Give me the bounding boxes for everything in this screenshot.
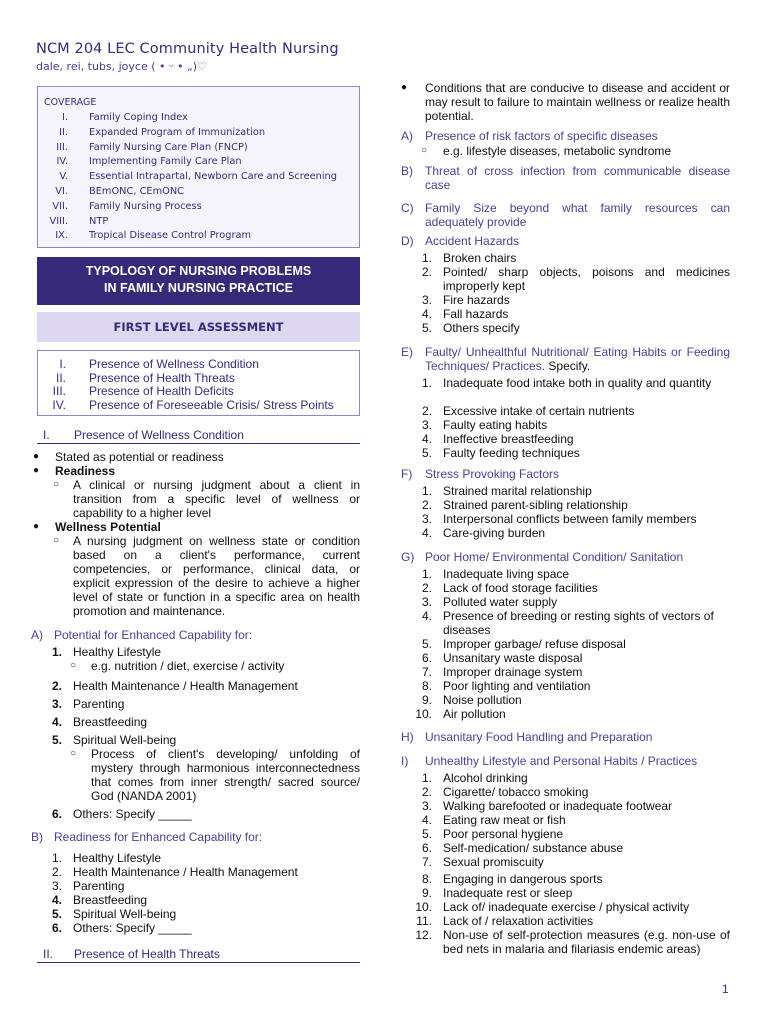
list-item: Eating raw meat or fish bbox=[443, 813, 566, 827]
coverage-item bbox=[44, 200, 359, 215]
list-item: Broken chairs bbox=[443, 251, 517, 265]
list-item: Unsanitary waste disposal bbox=[443, 651, 583, 665]
list-number: 8. bbox=[421, 679, 432, 693]
list-number: 4. bbox=[421, 813, 432, 827]
bullet-icon: ● bbox=[33, 451, 40, 462]
list-item: Ineffective breastfeeding bbox=[443, 432, 574, 446]
list-number: 2. bbox=[421, 581, 432, 595]
list-item: Strained marital relationship bbox=[443, 484, 592, 498]
list-number: 9. bbox=[421, 886, 432, 900]
list-item: Faulty feeding techniques bbox=[443, 446, 580, 460]
list-item: Others specify bbox=[443, 321, 520, 335]
list-number: 9. bbox=[421, 693, 432, 707]
subsection-title: Threat of cross infection from communicable disease case bbox=[425, 164, 730, 192]
list-number: 3. bbox=[421, 799, 432, 813]
level-item-number: II. bbox=[55, 370, 66, 385]
coverage-item-label: BEmONC, CEmONC bbox=[89, 185, 185, 197]
definition-text: A clinical or nursing judgment about a client in transition from a specific level of wellness or capability to a higher level bbox=[73, 478, 360, 520]
level-item bbox=[38, 357, 359, 371]
subsection-title: Unhealthy Lifestyle and Personal Habits / Practices bbox=[425, 754, 698, 768]
list-number: 4. bbox=[421, 307, 432, 321]
bullet-text: Wellness Potential bbox=[55, 520, 161, 534]
subsection-label: B) bbox=[401, 164, 413, 178]
level-item-number: IV. bbox=[52, 397, 66, 412]
list-item: Poor lighting and ventilation bbox=[443, 679, 591, 693]
coverage-item bbox=[44, 141, 359, 156]
subsection-label: H) bbox=[401, 730, 414, 744]
bullet-text: Stated as potential or readiness bbox=[55, 450, 224, 464]
list-number: 2. bbox=[421, 785, 432, 799]
subsection-label: A) bbox=[401, 129, 413, 143]
coverage-item-label: Family Nursing Process bbox=[89, 200, 202, 212]
list-item: Healthy Lifestyle bbox=[73, 851, 162, 865]
list-number: 10. bbox=[415, 900, 432, 914]
list-item: Breastfeeding bbox=[73, 893, 148, 907]
list-number: 1. bbox=[421, 567, 432, 581]
list-item: Fall hazards bbox=[443, 307, 509, 321]
list-number: 4. bbox=[421, 609, 432, 623]
bullet-icon: ● bbox=[401, 82, 408, 93]
list-item: Strained parent-sibling relationship bbox=[443, 498, 628, 512]
list-item: Interpersonal conflicts between family members bbox=[443, 512, 697, 526]
levels-box bbox=[37, 350, 360, 416]
level-item-label: Presence of Health Threats bbox=[89, 370, 235, 385]
list-item: Lack of food storage facilities bbox=[443, 581, 598, 595]
coverage-item-number: II. bbox=[59, 126, 68, 138]
typology-line-2: IN FAMILY NURSING PRACTICE bbox=[104, 281, 293, 295]
list-number: 3. bbox=[421, 512, 432, 526]
list-item: Parenting bbox=[73, 879, 125, 893]
coverage-item-number: III. bbox=[56, 141, 68, 153]
page-number: 1 bbox=[722, 982, 729, 996]
list-number: 7. bbox=[421, 665, 432, 679]
list-item: Sexual promiscuity bbox=[443, 855, 544, 869]
subsection-label: E) bbox=[401, 345, 413, 359]
list-number: 5. bbox=[51, 733, 62, 747]
coverage-item-number: IX. bbox=[55, 230, 68, 242]
coverage-title: COVERAGE bbox=[44, 97, 97, 108]
subsection-title: Faulty/ Unhealthful Nutritional/ Eating Habits or Feeding Techniques/ Practices. bbox=[425, 345, 730, 373]
level-item bbox=[38, 371, 359, 385]
list-number: 5. bbox=[421, 637, 432, 651]
bullet-text: Readiness bbox=[55, 464, 116, 478]
list-item: Cigarette/ tobacco smoking bbox=[443, 785, 589, 799]
coverage-item bbox=[44, 111, 359, 126]
typology-line-1: TYPOLOGY OF NURSING PROBLEMS bbox=[85, 264, 312, 278]
coverage-item bbox=[44, 229, 359, 244]
subsection-label: G) bbox=[401, 550, 415, 564]
list-number: 4. bbox=[421, 526, 432, 540]
circle-bullet-icon: ○ bbox=[70, 748, 77, 759]
list-number: 5. bbox=[421, 446, 432, 460]
section-heading-health-threats bbox=[37, 945, 360, 963]
list-number: 10. bbox=[415, 707, 432, 721]
section-title: Presence of Health Threats bbox=[74, 947, 220, 961]
list-item: Parenting bbox=[73, 697, 125, 711]
section-number: II. bbox=[43, 947, 54, 961]
list-number: 1. bbox=[421, 771, 432, 785]
list-item: Improper drainage system bbox=[443, 665, 583, 679]
list-number: 3. bbox=[421, 595, 432, 609]
list-number: 1. bbox=[421, 376, 432, 390]
list-item-detail: e.g. nutrition / diet, exercise / activity bbox=[91, 659, 285, 673]
coverage-item-label: Family Coping Index bbox=[89, 112, 188, 123]
section-heading-wellness bbox=[37, 426, 360, 444]
circle-bullet-icon: ○ bbox=[53, 479, 60, 490]
document-title: NCM 204 LEC Community Health Nursing bbox=[36, 41, 339, 57]
list-item: Breastfeeding bbox=[73, 715, 148, 729]
level-item bbox=[38, 398, 359, 412]
circle-bullet-icon: ○ bbox=[70, 660, 77, 671]
list-item: Inadequate living space bbox=[443, 567, 570, 581]
subsection-title: Potential for Enhanced Capability for: bbox=[54, 628, 253, 642]
subsection-title: Family Size beyond what family resources can adequately provide bbox=[425, 201, 730, 229]
coverage-item bbox=[44, 185, 359, 200]
subsection-label: D) bbox=[401, 234, 414, 248]
list-item: Noise pollution bbox=[443, 693, 522, 707]
coverage-item-number: VI. bbox=[55, 185, 68, 197]
section-number: I. bbox=[43, 428, 50, 442]
list-item: Alcohol drinking bbox=[443, 771, 528, 785]
list-number: 3. bbox=[421, 418, 432, 432]
bullet-icon: ● bbox=[33, 465, 40, 476]
subsection-label: F) bbox=[401, 467, 413, 481]
list-number: 5. bbox=[421, 321, 432, 335]
subsection-title: Readiness for Enhanced Capability for: bbox=[54, 830, 263, 844]
list-item: Inadequate rest or sleep bbox=[443, 886, 573, 900]
list-number: 6. bbox=[51, 807, 62, 821]
level-item bbox=[38, 384, 359, 398]
list-number: 1. bbox=[51, 851, 62, 865]
coverage-box bbox=[37, 86, 360, 248]
list-item: Inadequate food intake both in quality and quantity bbox=[443, 376, 712, 390]
list-number: 6. bbox=[421, 841, 432, 855]
list-item: Spiritual Well-being bbox=[73, 733, 177, 747]
level-item-number: I. bbox=[59, 357, 66, 371]
list-item: Spiritual Well-being bbox=[73, 907, 177, 921]
list-item: Walking barefooted or inadequate footwear bbox=[443, 799, 673, 813]
list-item: Lack of / relaxation activities bbox=[443, 914, 594, 928]
list-item: Polluted water supply bbox=[443, 595, 558, 609]
subsection-title: Unsanitary Food Handling and Preparation bbox=[425, 730, 653, 744]
list-number: 6. bbox=[51, 921, 62, 935]
list-number: 1. bbox=[421, 251, 432, 265]
coverage-item-label: Expanded Program of Immunization bbox=[89, 126, 266, 138]
subsection-label: B) bbox=[31, 830, 43, 844]
coverage-item-label: Essential Intrapartal, Newborn Care and Screening bbox=[89, 171, 337, 183]
list-item: Air pollution bbox=[443, 707, 506, 721]
coverage-item-number: V. bbox=[59, 171, 68, 183]
list-item: Healthy Lifestyle bbox=[73, 645, 162, 659]
list-number: 6. bbox=[421, 651, 432, 665]
level-item-label: Presence of Wellness Condition bbox=[89, 357, 259, 371]
list-item-detail: e.g. lifestyle diseases, metabolic syndrome bbox=[443, 144, 672, 158]
coverage-item bbox=[44, 126, 359, 141]
list-item: Improper garbage/ refuse disposal bbox=[443, 637, 626, 651]
level-item-label: Presence of Foreseeable Crisis/ Stress Points bbox=[89, 397, 334, 412]
subsection-title-block bbox=[425, 345, 730, 373]
coverage-item-number: IV. bbox=[56, 156, 68, 168]
list-number: 2. bbox=[421, 404, 432, 418]
list-number: 3. bbox=[51, 697, 62, 711]
list-item: Self-medication/ substance abuse bbox=[443, 841, 624, 855]
list-number: 7. bbox=[421, 855, 432, 869]
subsection-title: Poor Home/ Environmental Condition/ Sanitation bbox=[425, 550, 684, 564]
document-authors: dale, rei, tubs, joyce ( • ᵕ • „)♡ bbox=[36, 60, 207, 73]
level-item-label: Presence of Health Deficits bbox=[89, 384, 234, 398]
list-item: Others: Specify _____ bbox=[73, 921, 192, 935]
bullet-icon: ● bbox=[33, 521, 40, 532]
coverage-item bbox=[44, 155, 359, 170]
definition-text: A nursing judgment on wellness state or condition based on a client's performance, current competencies, or performance, clinical data, or explicit expression of the desire to achieve a higher level of state or function in a specific area on health promotion and maintenance. bbox=[73, 534, 360, 618]
coverage-item bbox=[44, 170, 359, 185]
list-item: Fire hazards bbox=[443, 293, 510, 307]
level-item-number: III. bbox=[52, 384, 66, 398]
list-item-detail: Process of client's developing/ unfolding of mystery through harmonious interconnectedness that comes from inner strength/ sacred source/ God (NANDA 2001) bbox=[91, 747, 360, 803]
list-number: 1. bbox=[51, 645, 62, 659]
coverage-item-label: Implementing Family Care Plan bbox=[89, 156, 242, 168]
list-number: 2. bbox=[421, 498, 432, 512]
list-number: 11. bbox=[416, 914, 432, 928]
coverage-item-label: Tropical Disease Control Program bbox=[89, 230, 252, 242]
list-item: Pointed/ sharp objects, poisons and medicines improperly kept bbox=[443, 265, 730, 293]
subsection-title: Accident Hazards bbox=[425, 234, 520, 248]
coverage-item-number: VIII. bbox=[49, 215, 68, 227]
coverage-item-label: NTP bbox=[89, 215, 109, 227]
list-item: Others: Specify _____ bbox=[73, 807, 192, 821]
list-item: Non-use of self-protection measures (e.g. non-use of bed nets in malaria and filariasis endemic areas) bbox=[443, 928, 730, 956]
list-item: Presence of breeding or resting sights of vectors of diseases bbox=[443, 609, 714, 637]
list-item: Health Maintenance / Health Management bbox=[73, 679, 298, 693]
first-level-banner: FIRST LEVEL ASSESSMENT bbox=[37, 312, 360, 342]
list-number: 4. bbox=[51, 715, 62, 729]
coverage-item-label: Family Nursing Care Plan (FNCP) bbox=[89, 141, 248, 153]
list-number: 5. bbox=[421, 827, 432, 841]
subsection-title: Presence of risk factors of specific diseases bbox=[425, 129, 658, 143]
coverage-item-number: I. bbox=[61, 112, 68, 123]
subsection-specify: Specify. bbox=[548, 359, 591, 373]
list-number: 3. bbox=[51, 879, 62, 893]
subsection-label: A) bbox=[31, 628, 43, 642]
circle-bullet-icon: ○ bbox=[421, 145, 428, 156]
list-number: 8. bbox=[421, 872, 432, 886]
subsection-title: Stress Provoking Factors bbox=[425, 467, 560, 481]
subsection-label: C) bbox=[401, 201, 414, 215]
list-number: 2. bbox=[421, 265, 432, 279]
list-item: Lack of/ inadequate exercise / physical activity bbox=[443, 900, 690, 914]
list-item: Engaging in dangerous sports bbox=[443, 872, 603, 886]
coverage-item bbox=[44, 215, 359, 230]
list-number: 5. bbox=[51, 907, 62, 921]
list-number: 4. bbox=[421, 432, 432, 446]
list-item: Excessive intake of certain nutrients bbox=[443, 404, 635, 418]
list-number: 3. bbox=[421, 293, 432, 307]
intro-text: Conditions that are conducive to disease and accident or may result to failure to maintain wellness or realize health potential. bbox=[425, 81, 730, 123]
list-item: Care-giving burden bbox=[443, 526, 546, 540]
section-title: Presence of Wellness Condition bbox=[74, 428, 244, 442]
list-number: 12. bbox=[415, 928, 432, 942]
list-number: 2. bbox=[51, 679, 62, 693]
list-item: Poor personal hygiene bbox=[443, 827, 564, 841]
typology-banner bbox=[37, 257, 360, 305]
subsection-label: I) bbox=[401, 754, 409, 768]
list-number: 2. bbox=[51, 865, 62, 879]
list-number: 4. bbox=[51, 893, 62, 907]
coverage-item-number: VII. bbox=[52, 200, 68, 212]
list-number: 1. bbox=[421, 484, 432, 498]
list-item: Health Maintenance / Health Management bbox=[73, 865, 298, 879]
list-item: Faulty eating habits bbox=[443, 418, 548, 432]
circle-bullet-icon: ○ bbox=[53, 535, 60, 546]
